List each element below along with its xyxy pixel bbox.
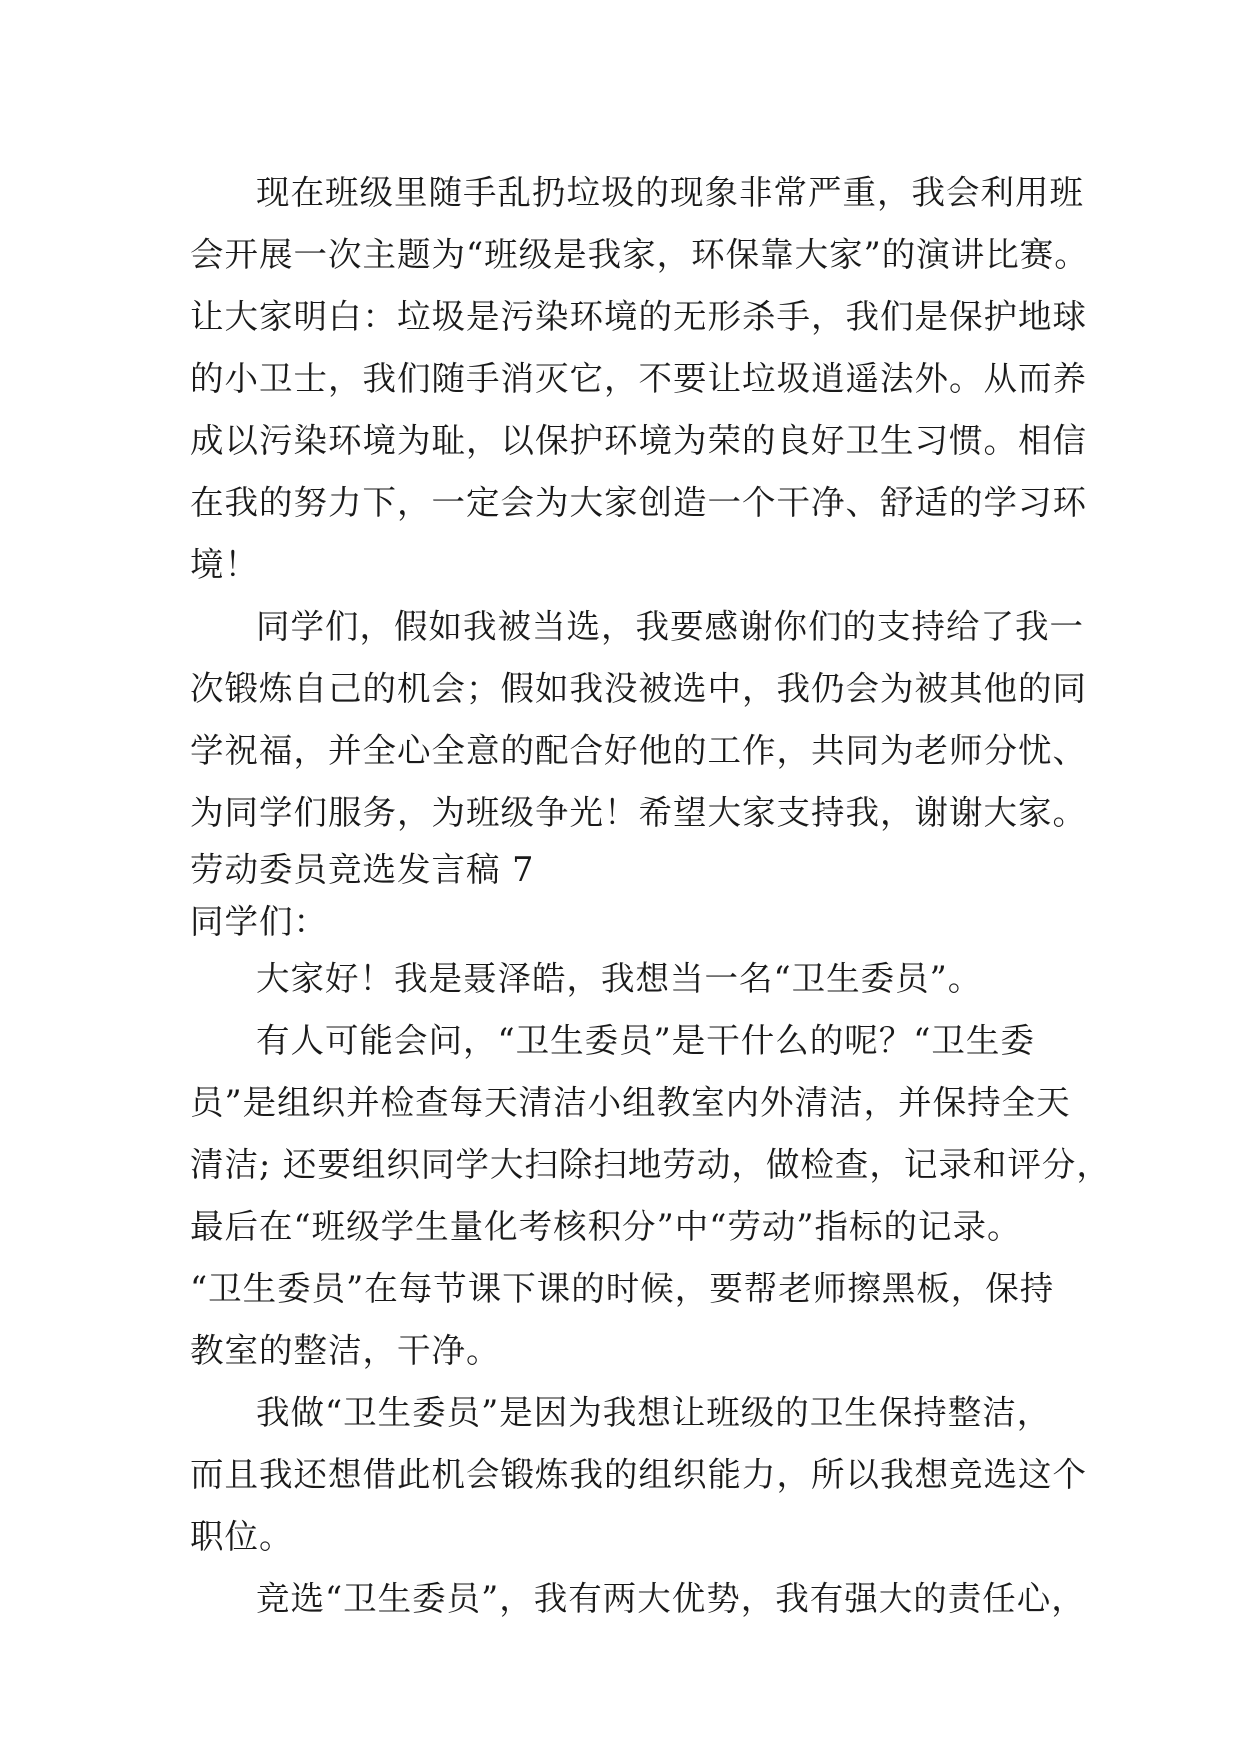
text-line: 在我的努力下，一定会为大家创造一个干净、舒适的学习环 [190, 483, 1087, 522]
text-line: 有人可能会问，“卫生委员”是干什么的呢？“卫生委 [256, 1021, 1035, 1060]
text-line: 而且我还想借此机会锻炼我的组织能力，所以我想竞选这个 [190, 1455, 1087, 1494]
text-line: 现在班级里随手乱扔垃圾的现象非常严重，我会利用班 [256, 173, 1084, 212]
text-line: 教室的整洁，干净。 [190, 1331, 501, 1370]
text-line: 会开展一次主题为“班级是我家，环保靠大家”的演讲比赛。 [190, 235, 1089, 274]
text-line: 我做“卫生委员”是因为我想让班级的卫生保持整洁， [256, 1393, 1052, 1432]
text-line: 境！ [190, 545, 259, 584]
text-line: 成以污染环境为耻，以保护环境为荣的良好卫生习惯。相信 [190, 421, 1087, 460]
text-line: 为同学们服务，为班级争光！希望大家支持我，谢谢大家。 [190, 793, 1087, 832]
text-line: 的小卫士，我们随手消灭它，不要让垃圾逍遥法外。从而养 [190, 359, 1087, 398]
text-line: 学祝福，并全心全意的配合好他的工作，共同为老师分忧、 [190, 731, 1087, 770]
text-line: 同学们，假如我被当选，我要感谢你们的支持给了我一 [256, 607, 1084, 646]
text-line: 竞选“卫生委员”，我有两大优势，我有强大的责任心， [256, 1579, 1086, 1618]
text-line: 最后在“班级学生量化考核积分”中“劳动”指标的记录。 [190, 1207, 1022, 1246]
text-line: 次锻炼自己的机会；假如我没被选中，我仍会为被其他的同 [190, 669, 1087, 708]
salutation: 同学们： [190, 902, 328, 941]
text-line: 职位。 [190, 1517, 294, 1556]
section-heading: 劳动委员竞选发言稿 7 [190, 850, 535, 889]
text-line: 让大家明白：垃圾是污染环境的无形杀手，我们是保护地球 [190, 297, 1087, 336]
text-line: 大家好！我是聂泽皓，我想当一名“卫生委员”。 [256, 959, 983, 998]
text-line: 清洁; 还要组织同学大扫除扫地劳动，做检查，记录和评分， [190, 1145, 1111, 1184]
text-line: “卫生委员”在每节课下课的时候，要帮老师擦黑板，保持 [190, 1269, 1055, 1308]
text-line: 员”是组织并检查每天清洁小组教室内外清洁，并保持全天 [190, 1083, 1071, 1122]
document-body [190, 162, 1111, 1630]
